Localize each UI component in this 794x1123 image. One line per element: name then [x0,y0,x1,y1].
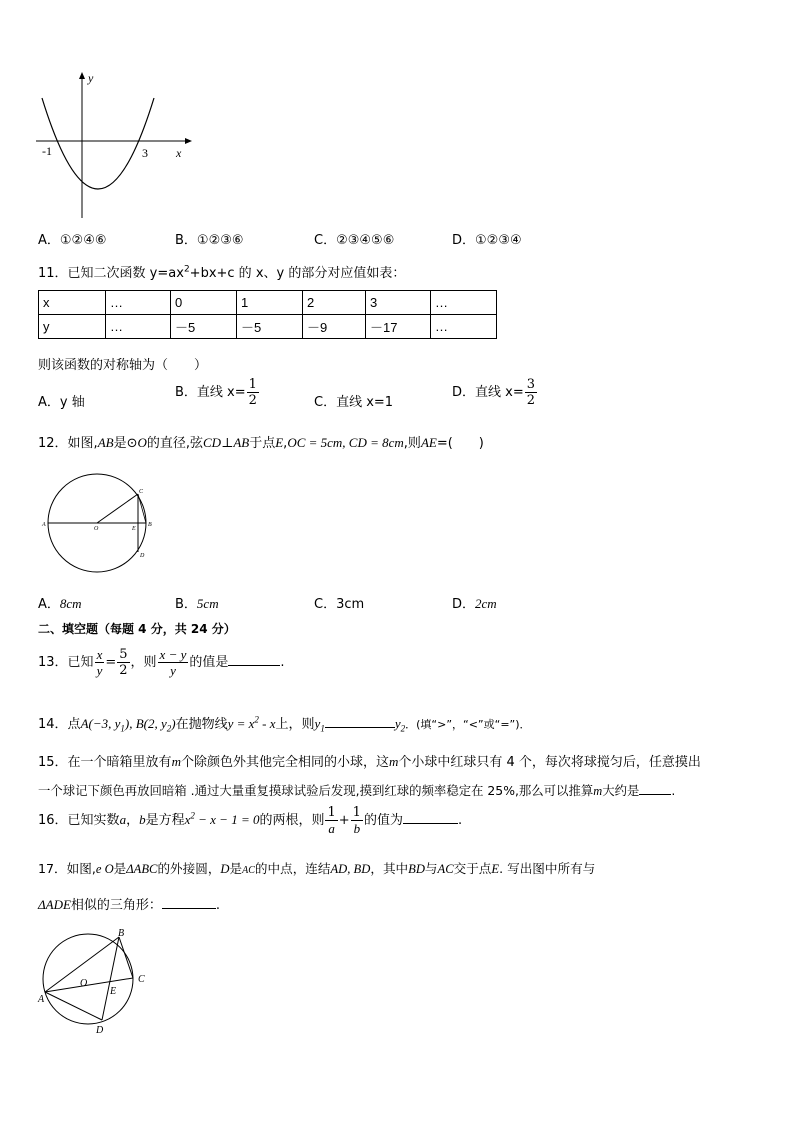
stem-text: 的值为 [363,813,403,828]
option-text: ②③④⑤⑥ [336,233,395,248]
question-number: 14． [38,717,68,732]
stem-text: =( ) [436,436,484,451]
math-text: e O [95,862,114,876]
fraction [95,648,105,677]
q13 [38,648,285,677]
q10-option-d [452,229,522,248]
fraction [158,648,189,677]
math-text: - x [258,716,276,731]
table-cell: －17 [366,315,431,339]
math-text: m [593,784,603,798]
fraction [117,648,129,677]
stem-text: 在一个暗箱里放有 [67,755,172,770]
parabola-curve [42,98,154,189]
q11-option-a [38,391,85,410]
stem-text: 是 [229,861,243,876]
arc-ac: AC [242,865,255,876]
table-cell: 0 [171,291,237,315]
stem-text: ，则 [130,655,157,670]
segment-bd [102,937,119,1020]
y-axis-label: y [88,71,94,85]
stem-text: 是方程 [145,813,185,828]
table-cell: y [39,315,106,339]
math-text: AB [233,435,250,450]
q15-line2 [38,781,675,799]
q12-option-a [38,593,82,612]
stem-text: . [280,655,285,670]
math-text: ) [171,716,176,731]
segment-cb [138,494,146,523]
option-letter: A． [38,597,60,612]
q14 [38,713,531,732]
denominator: 2 [526,393,536,408]
math-text: x [184,812,191,827]
option-text: 8cm [59,596,82,611]
q10-option-a [38,229,107,248]
fraction [351,806,363,835]
subscript: 2 [166,723,172,734]
q10-option-c [314,229,394,248]
numerator: 1 [248,377,257,392]
question-number: 13． [38,655,68,670]
circle-figure-q12 [40,470,165,582]
stem-text: 已知实数 [67,813,120,828]
table-cell: x [39,291,106,315]
math-text: m [388,754,399,769]
stem-text: 交于点 [453,861,492,876]
label-a: A [38,994,45,1005]
table-row [39,315,497,339]
math-text: AD, BD [330,862,371,876]
math-text: AB [97,435,114,450]
stem-text: . 写出图中所有与 [499,861,596,876]
fraction [525,378,537,407]
fraction [247,378,259,407]
q16 [38,806,462,835]
stem-text: 相似的三角形： [70,898,162,913]
label-b: B [118,928,125,939]
stem-text: ．(填“>”，“<”或“=”)． [405,718,531,731]
label-d: D [140,553,145,559]
stem-text: ,则 [403,436,421,451]
stem-text: 是⊙ [113,436,138,451]
numerator: 1 [352,805,361,820]
subscript: 1 [320,723,325,734]
stem-text: +bx+c 的 x、y 的部分对应值如表： [189,266,406,281]
q17-line1 [38,858,595,877]
section-heading: 二、填空题（每题 4 分，共 24 分） [38,622,236,636]
option-text: ①②④⑥ [59,233,107,248]
stem-text: 在抛物线 [175,717,228,732]
label-c: C [138,974,145,985]
subscript: 2 [400,723,406,734]
question-number: 15． [38,755,68,770]
denominator: 2 [119,663,128,678]
math-text: ), B(2, y [124,716,167,731]
stem-text: ， [126,813,140,828]
math-text: m [171,754,181,769]
values-table [38,290,497,339]
answer-blank[interactable] [228,665,280,666]
numerator: 5 [119,647,128,662]
math-text: E [491,862,500,876]
stem-text: 个小球中红球只有 4 个，每次将球搅匀后，任意摸出 [398,755,701,770]
label-e: E [132,526,136,532]
segment-ad [45,992,102,1020]
q11-option-b [175,378,260,407]
math-text: A(−3, y [80,716,121,731]
math-text: = [105,655,117,670]
math-text: E [275,435,284,450]
side-bc [119,937,133,978]
option-letter: B． [175,385,197,400]
table-cell: 1 [237,291,303,315]
math-text: O [137,435,147,450]
y-axis-arrow [79,72,85,79]
numerator: 1 [327,805,336,820]
stem-text: 已知 [67,655,94,670]
option-text: 2cm [475,596,497,611]
label-e: E [110,986,117,997]
answer-blank[interactable] [325,727,395,728]
q12-stem [38,432,484,451]
math-text: y [394,716,401,731]
q11-stem [38,262,405,281]
circumcircle [43,934,133,1024]
stem-text: 是 [113,861,127,876]
x-axis-label: x [176,146,182,160]
option-letter: B． [175,233,197,248]
stem-text: 的外接圆， [157,861,221,876]
math-text: BD [408,862,425,876]
math-text: AE [420,435,437,450]
math-text: CD [203,435,222,450]
math-text: D [220,862,230,876]
option-letter: A． [38,395,60,410]
math-text: y [314,716,321,731]
option-text: y 轴 [59,395,85,410]
math-text: ⊥ [221,436,234,451]
q17-line2 [38,894,220,913]
option-text: 直线 x= [475,385,524,400]
option-text: 直线 x=1 [336,395,394,410]
label-o: O [94,526,99,532]
math-text: a [119,812,127,827]
table-cell: 2 [303,291,366,315]
answer-blank[interactable] [639,794,671,795]
stem-text: 于点 [249,436,276,451]
x-axis-arrow [185,138,192,144]
stem-text: . [671,783,676,798]
stem-text: 大约是 [602,783,640,798]
label-a: A [42,522,46,528]
option-letter: C． [314,233,337,248]
math-text: ΔABC [126,862,158,876]
stem-text: . [215,898,221,913]
table-cell: … [106,315,171,339]
table-cell: … [431,291,497,315]
math-text: − x − 1 = 0 [194,812,260,827]
label-d: D [96,1025,104,1036]
radius-oc [97,494,138,523]
stem-text: 的两根，则 [259,813,325,828]
option-letter: C． [314,395,337,410]
label-b: B [148,522,152,528]
math-text: ΔADE [38,897,71,912]
denominator: y [170,663,176,678]
stem-text: 一个球记下颜色再放回暗箱 .通过大量重复摸球试验后发现,摸到红球的频率稳定在 25%,那么可以推算 [38,783,594,798]
q15-line1 [38,751,701,770]
option-letter: C． [314,597,337,612]
stem-text: 如图, [67,436,98,451]
answer-blank[interactable] [403,823,458,824]
option-text: 直线 x= [196,385,246,400]
question-number: 12． [38,436,68,451]
denominator: b [353,821,361,836]
numerator: x [96,647,103,662]
math-text: + [338,813,350,828]
option-text: ①②③⑥ [196,233,244,248]
denominator: 2 [248,393,257,408]
table-cell: －9 [303,315,366,339]
label-o: O [80,978,88,989]
stem-text: 上，则 [275,717,315,732]
option-text: 3cm [336,597,365,612]
label-c: C [139,489,144,495]
answer-blank[interactable] [162,908,216,909]
numerator: x − y [159,647,187,662]
question-number: 11． [38,266,68,281]
math-text: y = x [227,716,255,731]
fraction [325,806,337,835]
q10-option-b [175,229,244,248]
stem-text: ，其中 [370,861,409,876]
stem-text: 个除颜色外其他完全相同的小球，这 [180,755,389,770]
root-right-label: 3 [142,146,148,160]
math-text: AC [437,862,454,876]
circle-figure-q17 [36,926,156,1038]
side-ac [45,978,133,992]
table-cell: … [431,315,497,339]
numerator: 3 [526,377,536,392]
option-text: 5cm [196,596,219,611]
stem-text: , [283,436,288,451]
stem-text: 的值是 [189,655,229,670]
stem-text: 已知二次函数 y=ax [67,266,184,281]
option-letter: D． [452,597,476,612]
table-cell: 3 [366,291,431,315]
subscript: 1 [120,723,125,734]
table-cell: －5 [171,315,237,339]
superscript: 2 [190,810,195,821]
stem-text: 的中点，连结 [254,861,331,876]
root-left-label: -1 [42,144,52,158]
table-cell: … [106,291,171,315]
option-letter: D． [452,385,476,400]
q11-option-c [314,391,393,410]
q12-option-c [314,593,364,612]
stem-text: 如图, [66,861,96,876]
q12-option-b [175,593,219,612]
option-letter: B． [175,597,197,612]
stem-text: 点 [67,717,81,732]
math-text: b [139,812,146,827]
table-row [39,291,497,315]
q11-option-d [452,378,538,407]
math-text: OC = 5cm, CD = 8cm [287,435,404,450]
q11-question: 则该函数的对称轴为（ ） [38,358,208,373]
denominator: y [96,663,103,678]
option-letter: A． [38,233,60,248]
parabola-figure [30,70,200,222]
superscript: 2 [183,264,190,275]
stem-text: 的直径,弦 [146,436,204,451]
question-number: 17． [38,861,67,876]
option-letter: D． [452,233,476,248]
stem-text: 与 [424,861,438,876]
q12-option-d [452,593,497,612]
denominator: a [328,821,335,836]
stem-text: . [457,813,463,828]
question-number: 16． [38,813,68,828]
superscript: 2 [254,714,259,725]
table-cell: －5 [237,315,303,339]
option-text: ①②③④ [475,233,522,248]
